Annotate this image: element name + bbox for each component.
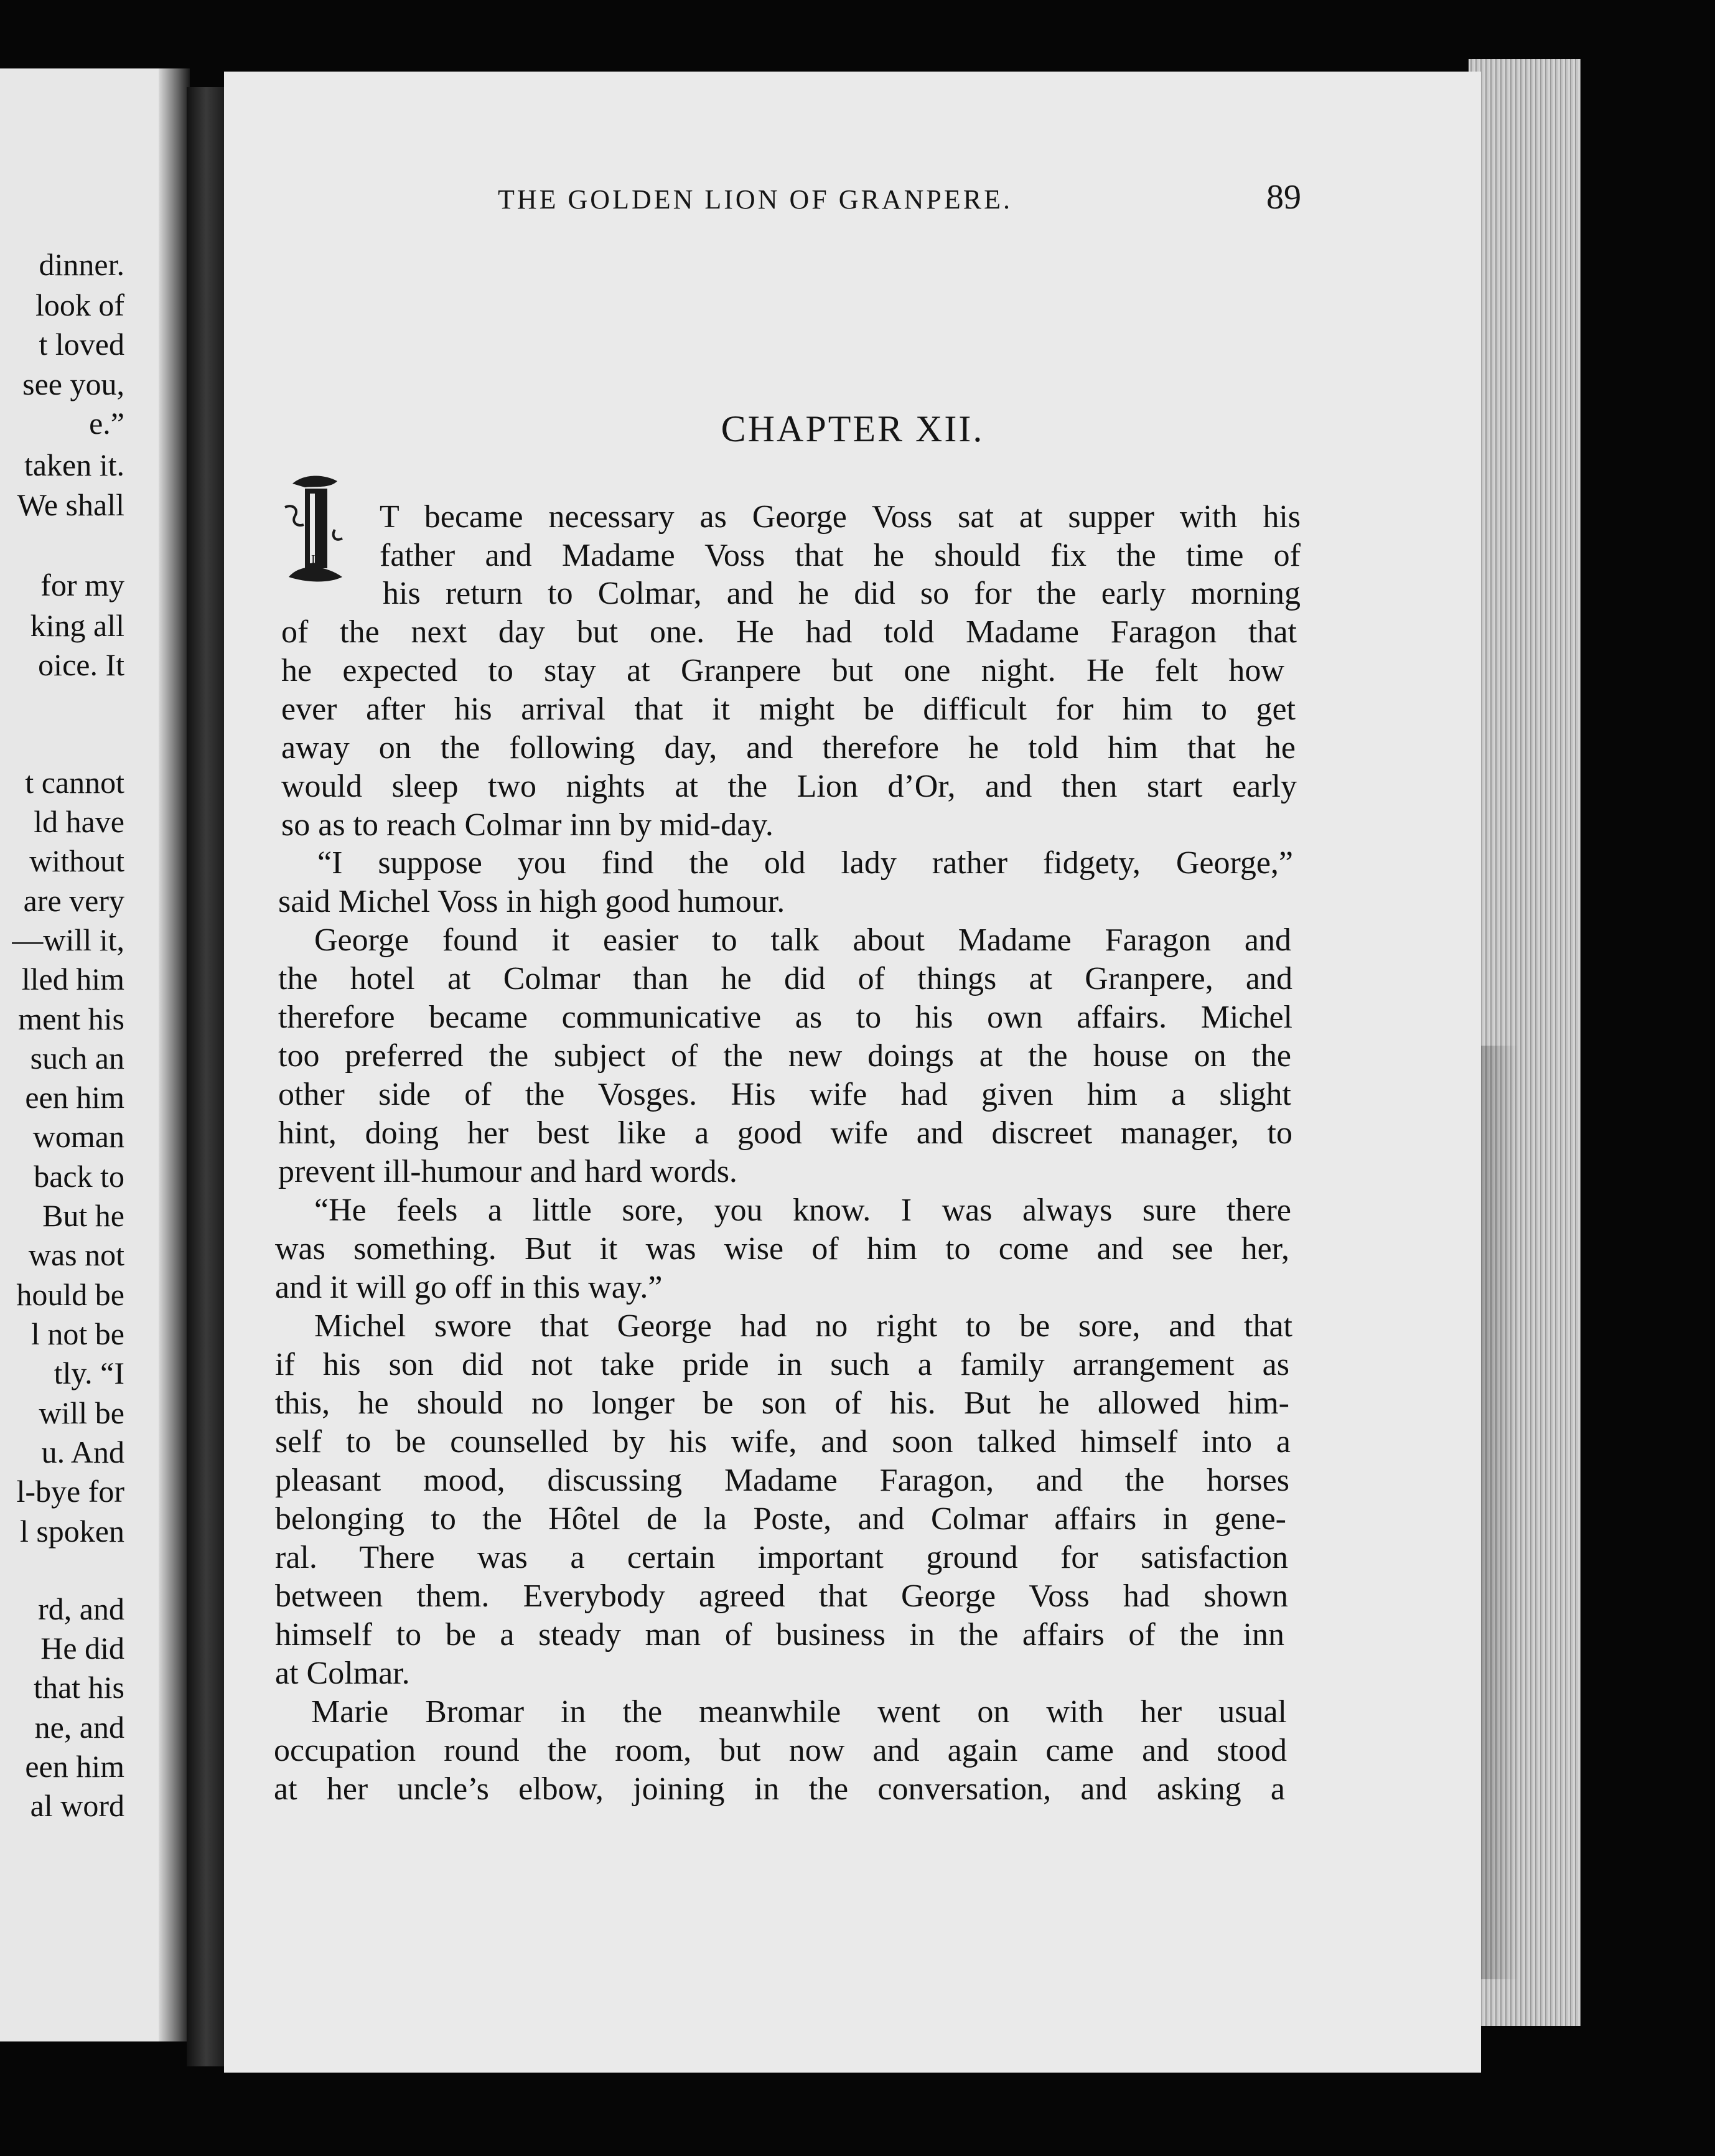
facing-page-line: taken it. <box>24 448 124 482</box>
facing-page-line: t loved <box>39 327 124 362</box>
facing-page-line: l spoken <box>19 1514 124 1549</box>
text-line: self to be counselled by his wife, and soon talked himself into a <box>275 1424 1291 1460</box>
book-spine-shadow <box>187 87 225 2066</box>
text-line: occupation round the room, but now and again came and stood <box>274 1733 1287 1768</box>
facing-page-line: for my <box>40 568 124 602</box>
facing-page-line: —will it, <box>12 922 124 957</box>
text-line: too preferred the subject of the new doings at the house on the <box>278 1038 1291 1074</box>
facing-page-line: hould be <box>16 1277 124 1312</box>
facing-page-line: een him <box>25 1749 124 1784</box>
facing-page-line: e.” <box>89 406 124 441</box>
facing-page-line: ment his <box>18 1001 124 1036</box>
text-line: at Colmar. <box>275 1656 410 1691</box>
facing-page-line: rd, and <box>38 1591 124 1626</box>
facing-page-line: that his <box>34 1670 124 1705</box>
ornamental-drop-cap <box>280 470 352 588</box>
facing-page-line: t cannot <box>25 765 124 800</box>
facing-page-line: We shall <box>17 487 124 522</box>
text-line: George found it easier to talk about Madame Faragon and <box>314 922 1291 958</box>
facing-page-line: king all <box>30 608 124 643</box>
text-line: Marie Bromar in the meanwhile went on with her usual <box>311 1694 1287 1730</box>
facing-page-line: was not <box>28 1237 124 1272</box>
facing-page-line: lled him <box>21 962 124 996</box>
page-number: 89 <box>1266 178 1301 217</box>
facing-page-line: He did <box>40 1631 124 1666</box>
text-line: would sleep two nights at the Lion d’Or, and then start early <box>281 769 1297 804</box>
facing-page-line: such an <box>30 1041 124 1076</box>
text-line: T became necessary as George Voss sat at supper with his <box>380 499 1301 535</box>
text-line: himself to be a steady man of business in the affairs of the inn <box>275 1617 1284 1652</box>
chapter-title: CHAPTER XII. <box>721 408 984 449</box>
facing-page-line: will be <box>39 1395 124 1430</box>
text-line: at her uncle’s elbow, joining in the conversation, and asking a <box>274 1771 1285 1807</box>
text-line: prevent ill-humour and hard words. <box>278 1154 737 1189</box>
facing-page-line: without <box>29 843 124 878</box>
facing-page-line: oice. It <box>38 647 124 682</box>
text-line: so as to reach Colmar inn by mid-day. <box>281 807 773 843</box>
text-line: between them. Everybody agreed that George Voss had shown <box>275 1578 1288 1614</box>
text-line: away on the following day, and therefore he told him that he <box>281 730 1296 766</box>
text-line: ever after his arrival that it might be difficult for him to get <box>281 691 1296 727</box>
text-line: other side of the Vosges. His wife had given him a slight <box>278 1077 1291 1112</box>
text-line: he expected to stay at Granpere but one night. He felt how <box>281 653 1284 688</box>
facing-page-gutter-shadow <box>159 68 190 2041</box>
text-line: his return to Colmar, and he did so for the early morning <box>383 576 1301 611</box>
facing-page-line: dinner. <box>39 247 124 282</box>
facing-page-line: u. And <box>41 1435 124 1469</box>
text-line: therefore became communicative as to his own affairs. Michel <box>278 1000 1292 1035</box>
facing-page-line: tly. “I <box>54 1356 124 1390</box>
drop-cap-letter: I <box>311 553 315 566</box>
text-line: hint, doing her best like a good wife and discreet manager, to <box>278 1115 1292 1151</box>
text-line: pleasant mood, discussing Madame Faragon, and the horses <box>275 1463 1289 1498</box>
facing-page-line: ne, and <box>34 1710 124 1745</box>
text-line: if his son did not take pride in such a family arrangement as <box>275 1347 1289 1382</box>
facing-page-line: back to <box>34 1159 124 1194</box>
text-line: father and Madame Voss that he should fix the time of <box>380 538 1301 573</box>
text-line: said Michel Voss in high good humour. <box>278 884 785 919</box>
running-title: THE GOLDEN LION OF GRANPERE. <box>498 184 1012 215</box>
text-line: the hotel at Colmar than he did of things at Granpere, and <box>278 961 1292 996</box>
facing-page-line: see you, <box>22 367 124 401</box>
facing-page-line: al word <box>30 1788 124 1823</box>
text-line: “He feels a little sore, you know. I was always sure there <box>314 1193 1291 1228</box>
text-line: was something. But it was wise of him to come and see her, <box>275 1231 1289 1267</box>
text-line: belonging to the Hôtel de la Poste, and Colmar affairs in gene- <box>275 1501 1286 1537</box>
facing-page-line: ld have <box>34 804 124 839</box>
text-line: this, he should no longer be son of his. But he allowed him- <box>275 1385 1289 1421</box>
text-line: Michel swore that George had no right to be sore, and that <box>314 1308 1292 1344</box>
text-line: of the next day but one. He had told Madame Faragon that <box>281 614 1297 650</box>
facing-page-line: are very <box>23 883 124 918</box>
facing-page-line: l-bye for <box>16 1474 124 1509</box>
text-line: ral. There was a certain important ground for satisfaction <box>275 1540 1288 1575</box>
facing-page-line: But he <box>42 1198 124 1233</box>
text-line: “I suppose you find the old lady rather fidgety, George,” <box>317 845 1293 881</box>
facing-page-line: een him <box>25 1080 124 1115</box>
facing-page-line: woman <box>32 1119 124 1154</box>
text-line: and it will go off in this way.” <box>275 1270 663 1305</box>
facing-page-line: l not be <box>31 1316 124 1351</box>
facing-page-line: look of <box>35 288 124 322</box>
